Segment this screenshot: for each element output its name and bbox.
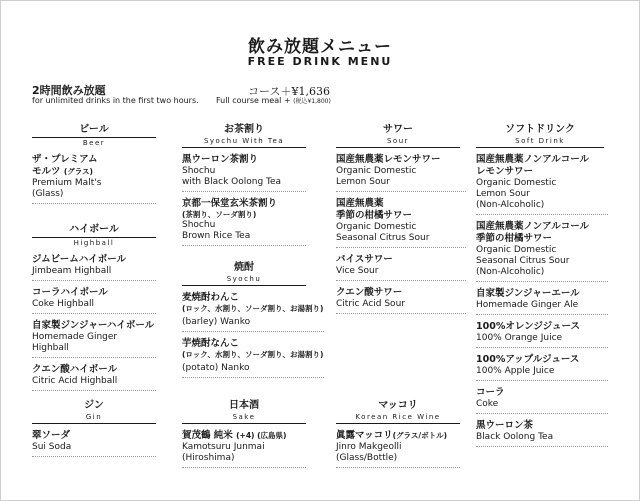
item-name-jp: 京都一保堂玄米茶割り [182,198,278,209]
item-name-jp: バイスサワー [336,254,393,265]
item-name-en: Organic Domestic [476,178,557,188]
section-header [182,124,306,148]
menu-item [182,338,324,378]
item-name-en: (barley) Wanko [182,317,251,327]
section-header [182,262,306,286]
section-tea-wari [182,124,306,252]
item-name-en: Kamotsuru Junmai [182,442,265,452]
menu-item [32,320,156,358]
item-name-jp: ザ・プレミアム [32,154,98,165]
section-divider [32,423,156,424]
page-title: 飲み放題メニュー [248,37,392,57]
item-name-jp-2: レモンサワー [476,166,534,177]
section-title-en: Sour [386,137,410,145]
menu-item [182,430,306,468]
section-title-en: Beer [82,139,106,147]
section-title-en: Korean Rice Wine [355,413,441,421]
item-name-en: Black Oolong Tea [476,432,554,442]
section-title-jp: ハイボール [69,224,119,235]
item-name-en: Homemade Ginger Ale [476,300,579,310]
section-title-en: Soft Drink [515,137,565,145]
menu-item [32,430,156,457]
section-title-jp: マッコリ [378,400,418,411]
item-name-en: Jimbeam Highball [32,266,112,276]
item-name-jp: 翠ソーダ [32,430,71,441]
section-title-jp: お茶割り [224,124,264,135]
section-sake [182,400,306,474]
section-title-en: Gin [85,413,103,421]
section-soft-drink [476,124,608,453]
item-name-jp: 黒ウーロン茶 [476,420,534,431]
item-name-en-2: (Glass) [32,189,64,199]
item-name-jp: 賀茂鶴 純米 (+4) (広島県) [182,430,287,441]
item-name-en: Citric Acid Sour [336,299,405,309]
item-name-en: (potato) Nanko [182,363,250,373]
item-note: (ロック、水割り、ソーダ割り、お湯割り) [182,304,324,313]
item-name-en-2: Brown Rice Tea [182,231,251,241]
section-divider [182,423,306,424]
item-name-en-2: with Black Oolong Tea [182,177,282,187]
item-name-en-2: Seasonal Citrus Sour [476,256,570,266]
section-header [336,124,460,148]
menu-item [32,287,156,314]
item-name-jp: 自家製ジンジャーエール [476,288,580,299]
item-name-en-3: (Non-Alcoholic) [476,267,545,277]
menu-item [476,420,608,447]
section-header [32,124,156,148]
section-header [182,400,306,424]
item-name-en: Organic Domestic [336,222,417,232]
section-title-en: Syochu [226,275,262,283]
item-name-jp: クエン酸ハイボール [32,364,118,375]
item-name-jp: 国産無農薬ノンアルコール [476,221,590,232]
item-name-jp: 100%アップルジュース [476,354,580,365]
section-shochu [182,262,328,384]
item-name-en-3: (Non-Alcoholic) [476,200,545,210]
course-description: for unlimited drinks in the first two hours. [32,96,199,105]
item-name-en: Vice Sour [336,266,379,276]
item-name-en-2: Lemon Sour [476,189,530,199]
section-header [32,224,156,248]
section-title-en: Highball [73,239,115,247]
item-name-jp: 100%オレンジジュース [476,321,580,332]
item-name-jp: コーラハイボール [32,287,108,298]
item-name-jp-2: 季節の柑橘サワー [476,233,553,244]
item-name-jp: 国産無農薬ノンアルコール [476,154,590,165]
menu-item [32,254,156,281]
menu-item [476,387,608,414]
item-name-jp: 国産無農薬 [336,198,384,209]
item-name-en: 100% Orange Juice [476,333,563,343]
item-name-en: 100% Apple Juice [476,366,555,376]
menu-item [182,154,306,192]
item-name-jp: 国産無農薬レモンサワー [336,154,441,165]
item-name-en-2: Seasonal Citrus Sour [336,233,430,243]
item-name-en: Sui Soda [32,442,72,452]
item-name-en: Shochu [182,166,216,176]
section-header [32,400,156,424]
item-name-jp: 麦焼酎わんこ [182,292,240,303]
item-name-en: Homemade Ginger Highball [32,332,118,353]
item-name-jp: 黒ウーロン茶割り [182,154,259,165]
item-name-en: Organic Domestic [336,166,417,176]
menu-item [32,154,156,204]
page-subtitle: FREE DRINK MENU [247,55,393,68]
item-name-en: Coke Highball [32,299,94,309]
section-divider [336,423,460,424]
item-name-en: Shochu [182,220,216,230]
section-sour [336,124,466,320]
section-divider [182,285,306,286]
item-name-jp-2: モルツ (グラス) [32,166,93,177]
item-name-en: Jinro Makgeolli [336,442,402,452]
item-name-jp: コーラ [476,387,505,398]
section-divider [182,147,306,148]
section-highball [32,224,156,397]
section-title-jp: 日本酒 [229,400,259,411]
item-name-jp-2: 季節の柑橘サワー [336,210,413,221]
menu-item [336,430,460,468]
section-title-jp: 焼酎 [234,262,254,273]
menu-item [476,321,608,348]
section-title-jp: サワー [383,124,413,135]
item-name-jp: クエン酸サワー [336,287,403,298]
section-title-jp: ソフトドリンク [505,124,575,135]
item-name-en-2: Lemon Sour [336,177,390,187]
menu-item [476,288,608,315]
section-divider [336,147,460,148]
menu-item [476,221,608,282]
section-header [476,124,604,148]
section-divider [476,147,604,148]
item-note: (茶割り、ソーダ割り) [182,210,257,219]
item-name-en: Coke [476,399,499,409]
section-title-jp: ジン [84,400,104,411]
section-beer [32,124,156,210]
course-price: コース＋¥1,636 [248,85,330,98]
menu-item [476,154,608,215]
menu-item [336,287,466,314]
menu-item [182,198,306,246]
item-name-en: Citric Acid Highball [32,376,118,386]
section-makgeolli [336,400,460,474]
full-course-price: Full course meal + (税込¥1,800) [216,96,331,105]
menu-item [336,154,466,192]
section-title-jp: ビール [79,124,109,135]
section-title-en: Syochu With Tea [203,137,285,145]
menu-item [336,198,466,248]
item-name-jp: 芋焼酎なんこ [182,338,240,349]
item-name-jp: ジムビームハイボール [32,254,127,265]
section-header [336,400,460,424]
item-name-en-2: (Hiroshima) [182,453,235,463]
menu-item [182,292,324,332]
item-name-en: Premium Malt's [32,178,102,188]
item-name-jp: 眞露マッコリ(グラス/ボトル) [336,430,447,441]
section-title-en: Sake [232,413,256,421]
item-name-en-2: (Glass/Bottle) [336,453,398,463]
course-title: 2時間飲み放題 [32,84,106,97]
menu-item [476,354,608,381]
menu-item [32,364,156,391]
item-name-jp: 自家製ジンジャーハイボール [32,320,155,331]
item-name-en: Organic Domestic [476,245,557,255]
menu-item [336,254,466,281]
item-note: (ロック、水割り、ソーダ割り、お湯割り) [182,350,324,359]
section-gin [32,400,156,463]
